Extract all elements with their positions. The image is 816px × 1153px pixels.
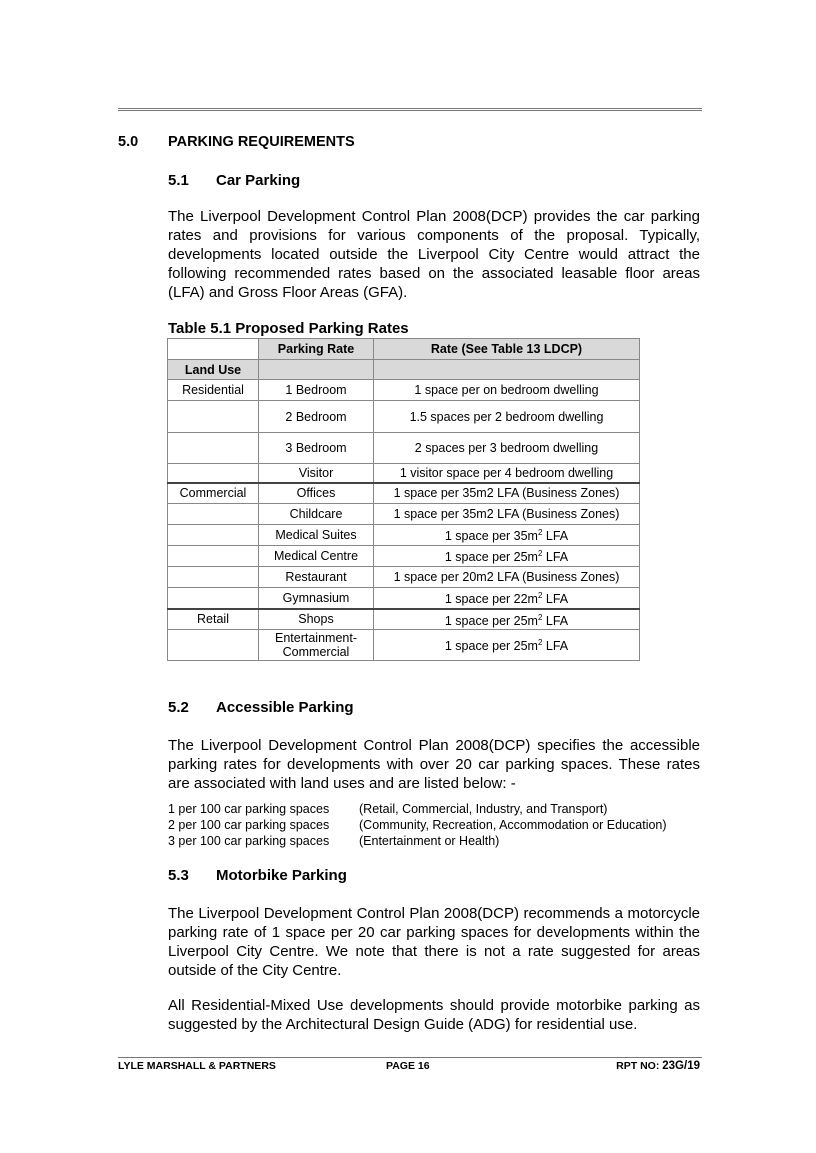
table-row: [168, 380, 640, 401]
subsection-title: Accessible Parking: [216, 699, 354, 716]
parking-rates-table: [167, 338, 640, 661]
rate-cell: 1.5 spaces per 2 bedroom dwelling: [374, 401, 640, 433]
header-rate: Rate (See Table 13 LDCP): [374, 339, 640, 360]
table-row: [168, 609, 640, 630]
footer-rule: [118, 1057, 702, 1058]
parking-rate-cell: Shops: [259, 609, 374, 630]
land-use-cell: [168, 504, 259, 525]
subsection-number: 5.3: [168, 867, 189, 884]
footer-company: LYLE MARSHALL & PARTNERS: [118, 1060, 276, 1072]
rate-cell: 1 space per $22m^2$ LFA: [374, 588, 640, 609]
parking-rate-cell: Visitor: [259, 464, 374, 483]
table-row: [168, 525, 640, 546]
table-row: [168, 504, 640, 525]
land-use-cell: Commercial: [168, 483, 259, 504]
subsection-number: 5.2: [168, 699, 189, 716]
land-use-cell: Residential: [168, 380, 259, 401]
footer-report-number: RPT NO: 23G/19: [616, 1060, 700, 1072]
parking-rate-cell: Medical Centre: [259, 546, 374, 567]
parking-rate-cell: 1 Bedroom: [259, 380, 374, 401]
table-row: [168, 567, 640, 588]
parking-rate-cell: Medical Suites: [259, 525, 374, 546]
rate-cell: 1 space per $35m^2$ LFA: [374, 525, 640, 546]
header-blank-cell: [168, 339, 259, 360]
land-use-cell: [168, 630, 259, 661]
header-blank-cell: [374, 360, 640, 380]
table-caption: Table 5.1 Proposed Parking Rates: [168, 320, 409, 337]
rate-cell: 1 space per $25m^2$ LFA: [374, 546, 640, 567]
land-use-cell: [168, 525, 259, 546]
section-number: 5.0: [118, 134, 139, 150]
footer-page-number: PAGE 16: [386, 1060, 430, 1072]
table-row: [168, 433, 640, 464]
parking-rate-cell: Offices: [259, 483, 374, 504]
land-use-cell: [168, 567, 259, 588]
header-land-use: Land Use: [168, 360, 259, 380]
subsection-title: Motorbike Parking: [216, 867, 347, 884]
land-use-cell: [168, 588, 259, 609]
accessible-uses: (Community, Recreation, Accommodation or Education): [359, 818, 667, 832]
accessible-parking-paragraph: The Liverpool Development Control Plan 2008(DCP) specifies the accessible parking rates for developments with over 20 car parking spaces. These rates are associated with land uses and are listed below: -: [168, 737, 700, 792]
table-row: [168, 546, 640, 567]
list-item: [168, 833, 667, 849]
accessible-uses: (Retail, Commercial, Industry, and Transport): [359, 802, 608, 816]
parking-rate-cell: Restaurant: [259, 567, 374, 588]
land-use-cell: [168, 464, 259, 483]
rate-cell: 1 space per 35m2 LFA (Business Zones): [374, 504, 640, 525]
parking-rate-cell: 3 Bedroom: [259, 433, 374, 464]
motorbike-paragraph-2: All Residential-Mixed Use developments should provide motorbike parking as suggested by the Architectural Design Guide (ADG) for residential use.: [168, 997, 700, 1033]
accessible-uses: (Entertainment or Health): [359, 834, 500, 848]
rate-cell: 1 space per 20m2 LFA (Business Zones): [374, 567, 640, 588]
motorbike-paragraph: The Liverpool Development Control Plan 2008(DCP) recommends a motorcycle parking rate of 1 space per 20 car parking spaces for developments within the Liverpool City Centre. We note that there is not a rate suggested for areas outside of the City Centre.: [168, 905, 700, 979]
car-parking-paragraph: The Liverpool Development Control Plan 2008(DCP) provides the car parking rates and provisions for various components of the proposal. Typically, developments located outside the Liverpool City Centre would attract the following recommended rates based on the associated leasable floor areas (LFA) and Gross Floor Areas (GFA).: [168, 208, 700, 301]
accessible-rate: 3 per 100 car parking spaces: [168, 834, 330, 848]
table-row: [168, 483, 640, 504]
accessible-rate: 2 per 100 car parking spaces: [168, 818, 330, 832]
rate-cell: 1 space per on bedroom dwelling: [374, 380, 640, 401]
header-blank-cell: [259, 360, 374, 380]
parking-rate-cell: Entertainment- Commercial: [259, 630, 374, 661]
table-row: [168, 588, 640, 609]
table-row: [168, 464, 640, 483]
header-rule: [118, 108, 702, 111]
land-use-cell: [168, 433, 259, 464]
land-use-cell: Retail: [168, 609, 259, 630]
table-row: [168, 401, 640, 433]
rate-cell: 1 visitor space per 4 bedroom dwelling: [374, 464, 640, 483]
accessible-rates-list: [168, 801, 667, 849]
parking-rate-cell: Gymnasium: [259, 588, 374, 609]
rate-cell: 1 space per 35m2 LFA (Business Zones): [374, 483, 640, 504]
land-use-cell: [168, 546, 259, 567]
header-parking-rate: Parking Rate: [259, 339, 374, 360]
list-item: [168, 801, 667, 817]
rate-cell: 1 space per $25m^2$ LFA: [374, 609, 640, 630]
table-row: [168, 630, 640, 661]
parking-rate-cell: 2 Bedroom: [259, 401, 374, 433]
accessible-rate: 1 per 100 car parking spaces: [168, 802, 330, 816]
rate-cell: 2 spaces per 3 bedroom dwelling: [374, 433, 640, 464]
section-title: PARKING REQUIREMENTS: [168, 134, 355, 150]
rate-cell: 1 space per $25m^2$ LFA: [374, 630, 640, 661]
land-use-cell: [168, 401, 259, 433]
subsection-title: Car Parking: [216, 172, 301, 189]
subsection-number: 5.1: [168, 172, 189, 189]
parking-rate-cell: Childcare: [259, 504, 374, 525]
list-item: [168, 817, 667, 833]
